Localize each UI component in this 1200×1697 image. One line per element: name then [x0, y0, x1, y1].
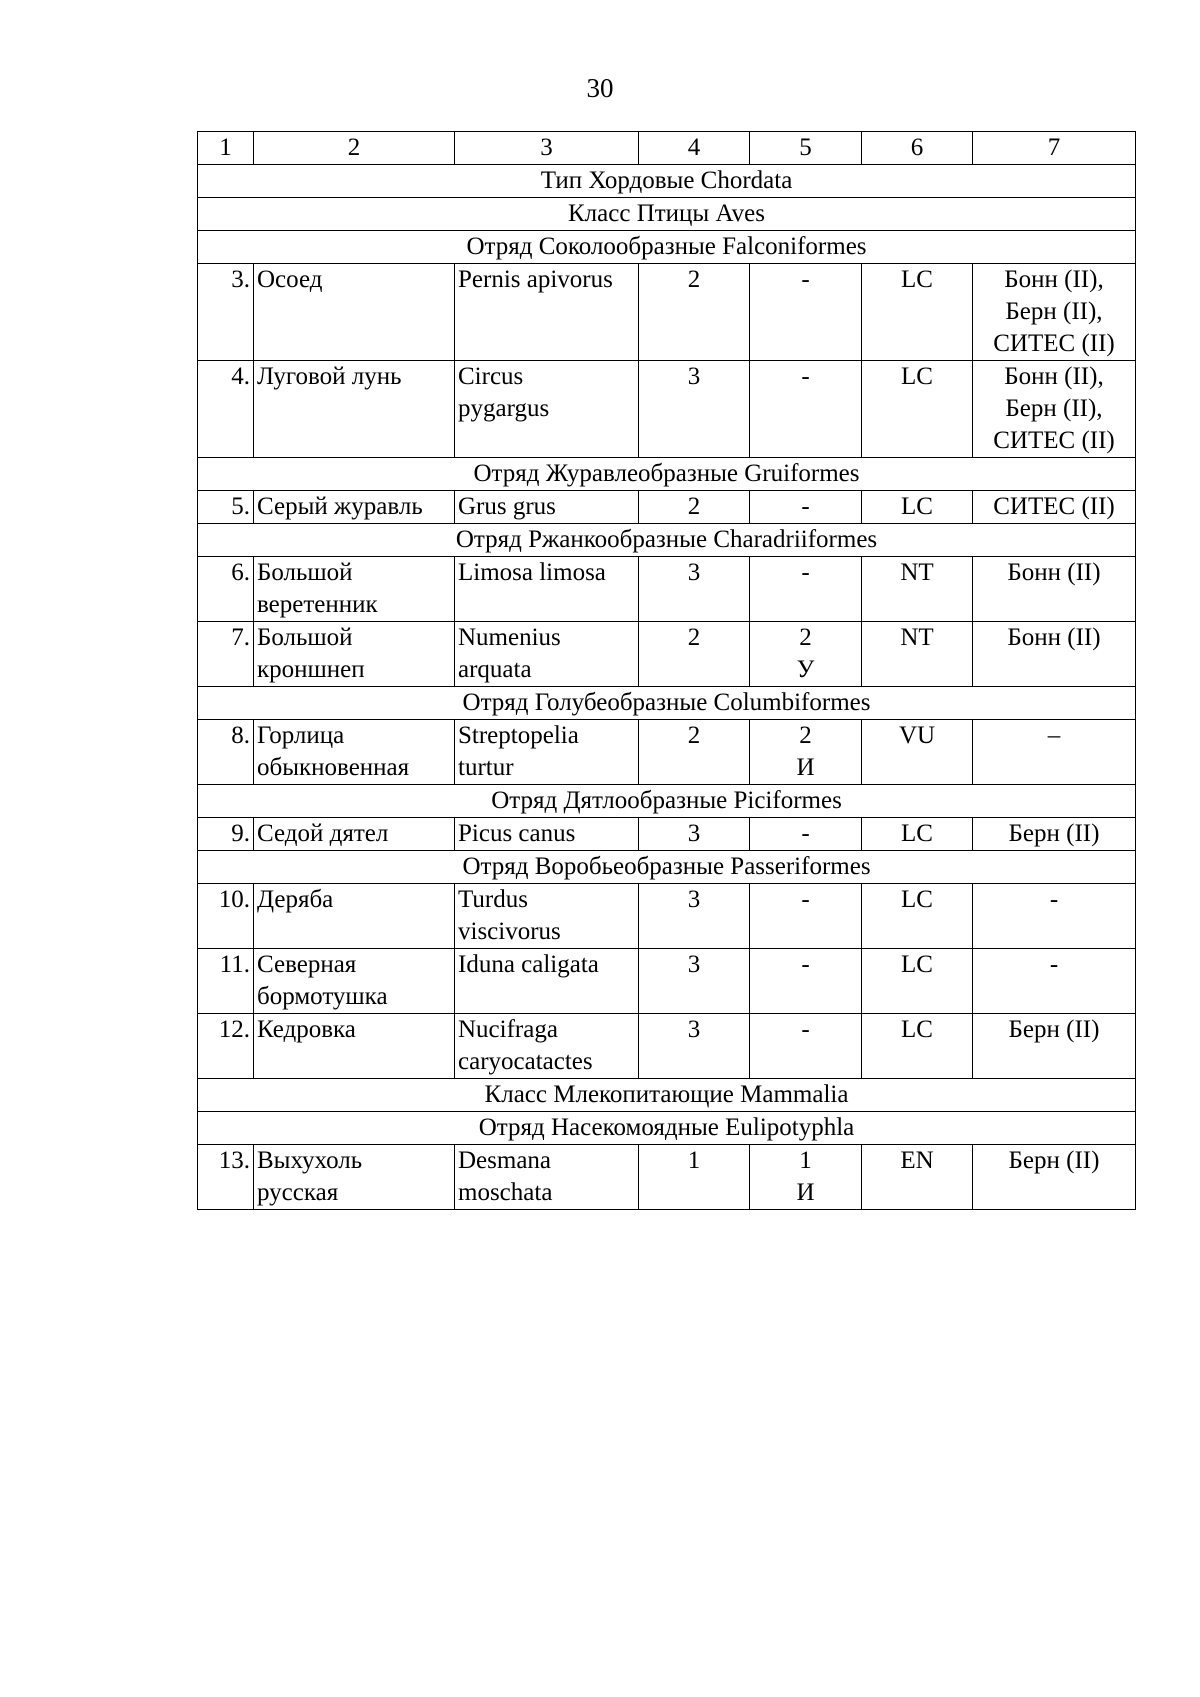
species-name-line: Большой: [257, 624, 353, 651]
page-number: 30: [586, 73, 614, 103]
species-name-line: Северная: [257, 951, 357, 978]
latin-name-line: Turdus: [458, 886, 528, 913]
table-body: [198, 132, 1136, 1210]
column-5-value: [750, 949, 862, 1014]
conventions: [973, 1014, 1136, 1079]
latin-name: [455, 491, 639, 524]
species-name: [254, 884, 455, 949]
column-4-value: 3: [639, 818, 750, 851]
column-5-value-line: -: [801, 1016, 810, 1043]
header-row: [198, 132, 1136, 165]
row-number: 5.: [198, 491, 254, 524]
latin-name: [455, 622, 639, 687]
conventions-line: СИТЕС (II): [993, 330, 1115, 357]
column-5-value: [750, 884, 862, 949]
latin-name-line: viscivorus: [458, 918, 561, 945]
column-5-value: [750, 557, 862, 622]
table-row: [198, 361, 1136, 458]
species-name: [254, 1014, 455, 1079]
column-4-value: 2: [639, 264, 750, 361]
row-number: 9.: [198, 818, 254, 851]
column-5-value-line: -: [801, 363, 810, 390]
species-name-line: Большой: [257, 559, 353, 586]
species-name: [254, 557, 455, 622]
species-name-line: Кедровка: [257, 1016, 356, 1043]
table-row: [198, 818, 1136, 851]
column-5-value: [750, 818, 862, 851]
iucn-status: LC: [862, 818, 973, 851]
latin-name: [455, 361, 639, 458]
table-row: [198, 1145, 1136, 1210]
species-name: [254, 622, 455, 687]
latin-name: [455, 720, 639, 785]
iucn-status: LC: [862, 264, 973, 361]
conventions: [973, 720, 1136, 785]
section-title: Класс Птицы Aves: [198, 198, 1136, 231]
row-number: 7.: [198, 622, 254, 687]
section-row: [198, 851, 1136, 884]
species-name-line: Луговой лунь: [257, 363, 402, 390]
column-5-value-line: -: [801, 820, 810, 847]
column-5-value-line: -: [801, 493, 810, 520]
iucn-status: LC: [862, 884, 973, 949]
table-row: [198, 949, 1136, 1014]
conventions-line: –: [1047, 722, 1061, 749]
iucn-status: LC: [862, 491, 973, 524]
species-name-line: кроншнеп: [257, 656, 365, 683]
table-row: [198, 884, 1136, 949]
column-5-value: [750, 1014, 862, 1079]
header-cell: 7: [973, 132, 1136, 165]
latin-name-line: Desmana: [458, 1147, 552, 1174]
column-5-value-line: -: [801, 951, 810, 978]
species-name-line: Деряба: [257, 886, 334, 913]
conventions: [973, 949, 1136, 1014]
latin-name-line: Grus grus: [458, 493, 556, 520]
conventions: [973, 491, 1136, 524]
species-name-line: русская: [257, 1179, 339, 1206]
latin-name-line: turtur: [458, 754, 514, 781]
header-cell: 1: [198, 132, 254, 165]
column-5-value-line: 2: [799, 722, 812, 749]
latin-name-line: caryocatactes: [458, 1048, 593, 1075]
conventions-line: Берн (II): [1008, 820, 1100, 847]
section-row: [198, 198, 1136, 231]
latin-name-line: Nucifraga: [458, 1016, 558, 1043]
section-row: [198, 231, 1136, 264]
section-row: [198, 458, 1136, 491]
latin-name: [455, 949, 639, 1014]
section-title: Отряд Ржанкообразные Charadriiformes: [198, 524, 1136, 557]
latin-name-line: Iduna caligata: [458, 951, 599, 978]
species-name: [254, 491, 455, 524]
latin-name: [455, 264, 639, 361]
iucn-status: VU: [862, 720, 973, 785]
column-4-value: 3: [639, 557, 750, 622]
column-4-value: 3: [639, 884, 750, 949]
latin-name-line: pygargus: [458, 395, 550, 422]
section-title: Отряд Журавлеобразные Gruiformes: [198, 458, 1136, 491]
latin-name-line: Pernis apivorus: [458, 266, 613, 293]
species-name: [254, 264, 455, 361]
section-row: [198, 1079, 1136, 1112]
species-name-line: Серый журавль: [257, 493, 423, 520]
species-table: [197, 131, 1136, 1210]
species-name: [254, 720, 455, 785]
conventions-line: Бонн (II): [1007, 624, 1101, 651]
row-number: 3.: [198, 264, 254, 361]
column-5-value-line: -: [801, 886, 810, 913]
latin-name-line: Circus: [458, 363, 524, 390]
species-name: [254, 1145, 455, 1210]
column-5-value: [750, 1145, 862, 1210]
iucn-status: LC: [862, 361, 973, 458]
latin-name: [455, 1145, 639, 1210]
column-5-value-line: И: [796, 1179, 815, 1206]
table-row: [198, 557, 1136, 622]
row-number: 11.: [198, 949, 254, 1014]
header-cell: 2: [254, 132, 455, 165]
section-row: [198, 165, 1136, 198]
section-row: [198, 687, 1136, 720]
iucn-status: NT: [862, 557, 973, 622]
species-name-line: веретенник: [257, 591, 378, 618]
column-5-value-line: И: [796, 754, 815, 781]
conventions-line: Берн (II): [1008, 1016, 1100, 1043]
table-row: [198, 264, 1136, 361]
conventions-line: СИТЕС (II): [993, 493, 1115, 520]
iucn-status: EN: [862, 1145, 973, 1210]
conventions: [973, 884, 1136, 949]
column-5-value-line: У: [796, 656, 815, 683]
column-4-value: 3: [639, 949, 750, 1014]
latin-name-line: moschata: [458, 1179, 553, 1206]
column-5-value: [750, 622, 862, 687]
table-row: [198, 622, 1136, 687]
column-5-value: [750, 264, 862, 361]
column-4-value: 2: [639, 491, 750, 524]
latin-name-line: Streptopelia: [458, 722, 579, 749]
species-name-line: Горлица: [257, 722, 345, 749]
latin-name: [455, 557, 639, 622]
species-name-line: Выхухоль: [257, 1147, 363, 1174]
iucn-status: LC: [862, 949, 973, 1014]
latin-name: [455, 884, 639, 949]
conventions: [973, 622, 1136, 687]
table-row: [198, 1014, 1136, 1079]
section-title: Отряд Соколообразные Falconiformes: [198, 231, 1136, 264]
conventions-line: Берн (II),: [1005, 395, 1103, 422]
row-number: 4.: [198, 361, 254, 458]
header-cell: 4: [639, 132, 750, 165]
iucn-status: LC: [862, 1014, 973, 1079]
section-row: [198, 785, 1136, 818]
table-row: [198, 491, 1136, 524]
column-4-value: 3: [639, 361, 750, 458]
species-name-line: Осоед: [257, 266, 323, 293]
species-name-line: Седой дятел: [257, 820, 389, 847]
latin-name-line: Numenius: [458, 624, 561, 651]
species-name: [254, 361, 455, 458]
section-title: Отряд Насекомоядные Eulipotyphla: [198, 1112, 1136, 1145]
section-title: Отряд Воробьеобразные Passeriformes: [198, 851, 1136, 884]
column-5-value: [750, 491, 862, 524]
latin-name: [455, 1014, 639, 1079]
section-title: Отряд Дятлообразные Piciformes: [198, 785, 1136, 818]
conventions-line: -: [1049, 951, 1059, 978]
conventions-line: Бонн (II): [1007, 559, 1101, 586]
row-number: 8.: [198, 720, 254, 785]
column-5-value-line: 1: [799, 1147, 812, 1174]
conventions: [973, 818, 1136, 851]
column-5-value: [750, 720, 862, 785]
latin-name-line: Limosa limosa: [458, 559, 606, 586]
header-cell: 5: [750, 132, 862, 165]
conventions: [973, 1145, 1136, 1210]
conventions: [973, 557, 1136, 622]
species-name: [254, 818, 455, 851]
latin-name-line: arquata: [458, 656, 532, 683]
conventions: [973, 264, 1136, 361]
species-name: [254, 949, 455, 1014]
section-row: [198, 1112, 1136, 1145]
column-4-value: 1: [639, 1145, 750, 1210]
row-number: 10.: [198, 884, 254, 949]
section-title: Отряд Голубеобразные Columbiformes: [198, 687, 1136, 720]
species-name-line: обыкновенная: [257, 754, 410, 781]
row-number: 13.: [198, 1145, 254, 1210]
column-5-value-line: -: [801, 559, 810, 586]
row-number: 6.: [198, 557, 254, 622]
column-4-value: 2: [639, 720, 750, 785]
conventions-line: Берн (II),: [1005, 298, 1103, 325]
header-cell: 6: [862, 132, 973, 165]
section-title: Тип Хордовые Chordata: [198, 165, 1136, 198]
conventions-line: СИТЕС (II): [993, 427, 1115, 454]
section-row: [198, 524, 1136, 557]
species-name-line: бормотушка: [257, 983, 388, 1010]
latin-name: [455, 818, 639, 851]
header-cell: 3: [455, 132, 639, 165]
column-5-value-line: -: [801, 266, 810, 293]
conventions: [973, 361, 1136, 458]
iucn-status: NT: [862, 622, 973, 687]
row-number: 12.: [198, 1014, 254, 1079]
latin-name-line: Picus canus: [458, 820, 576, 847]
column-5-value: [750, 361, 862, 458]
column-5-value-line: 2: [799, 624, 812, 651]
conventions-line: Бонн (II),: [1004, 266, 1104, 293]
column-4-value: 2: [639, 622, 750, 687]
conventions-line: Берн (II): [1008, 1147, 1100, 1174]
table-row: [198, 720, 1136, 785]
conventions-line: Бонн (II),: [1004, 363, 1104, 390]
section-title: Класс Млекопитающие Mammalia: [198, 1079, 1136, 1112]
conventions-line: -: [1049, 886, 1059, 913]
column-4-value: 3: [639, 1014, 750, 1079]
